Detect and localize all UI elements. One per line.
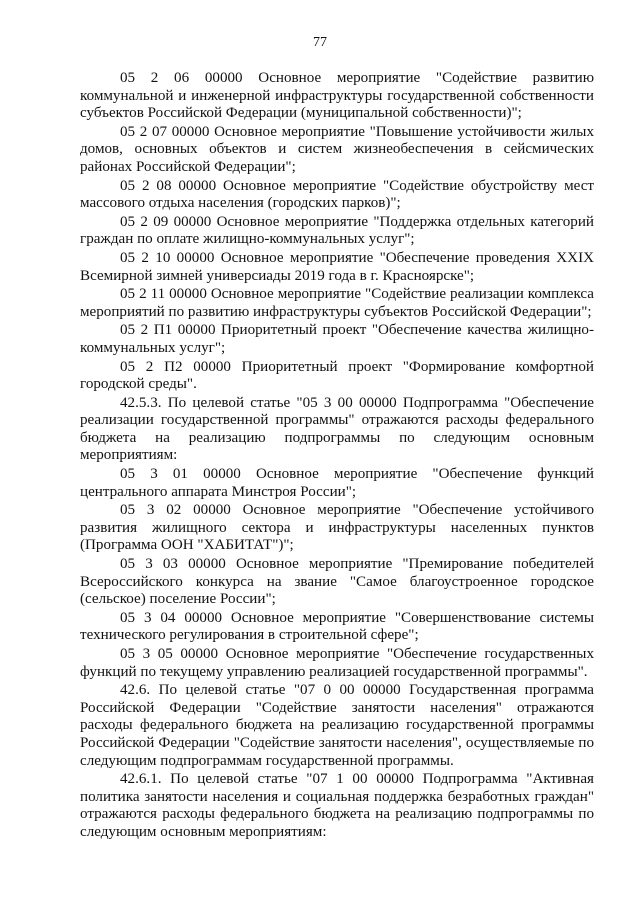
paragraph: 42.6. По целевой статье "07 0 00 00000 Государственная программа Российской Федерации "Содействие занятости населения" отражаются расходы федерального бюджета на реализацию государственной программы Российской Федерации "Содействие занятости населения", осуществляемые по следующим подпрограммам государственной программы. [80, 682, 594, 769]
paragraph: 05 2 07 00000 Основное мероприятие "Повышение устойчивости жилых домов, основных объектов и систем жизнеобеспечения в сейсмических районах Российской Федерации"; [80, 123, 594, 175]
paragraph: 05 2 П2 00000 Приоритетный проект "Формирование комфортной городской среды". [80, 358, 594, 393]
document-body [80, 70, 594, 843]
paragraph: 05 2 06 00000 Основное мероприятие "Содействие развитию коммунальной и инженерной инфраструктуры государственной собственности субъектов Российской Федерации (муниципальной собственности)"; [80, 70, 594, 122]
paragraph: 42.6.1. По целевой статье "07 1 00 00000 Подпрограмма "Активная политика занятости населения и социальная поддержка безработных граждан" отражаются расходы федерального бюджета на реализацию подпрограммы по следующим основным мероприятиям: [80, 771, 594, 840]
paragraph: 05 3 05 00000 Основное мероприятие "Обеспечение государственных функций по текущему управлению реализацией государственной программы". [80, 646, 594, 680]
paragraph: 05 3 03 00000 Основное мероприятие "Премирование победителей Всероссийского конкурса на звание "Самое благоустроенное городское (сельское) поселение России"; [80, 556, 594, 608]
paragraph: 05 3 02 00000 Основное мероприятие "Обеспечение устойчивого развития жилищного сектора и инфраструктуры населенных пунктов (Программа ООН "ХАБИТАТ")"; [80, 502, 594, 554]
paragraph: 05 2 10 00000 Основное мероприятие "Обеспечение проведения XXIX Всемирной зимней универсиады 2019 года в г. Красноярске"; [80, 249, 594, 284]
paragraph: 05 2 09 00000 Основное мероприятие "Поддержка отдельных категорий граждан по оплате жилищно-коммунальных услуг"; [80, 213, 594, 248]
paragraph: 05 2 П1 00000 Приоритетный проект "Обеспечение качества жилищно-коммунальных услуг"; [80, 322, 594, 356]
paragraph: 05 2 11 00000 Основное мероприятие "Содействие реализации комплекса мероприятий по развитию инфраструктуры субъектов Российской Федерации"; [80, 286, 594, 320]
paragraph: 05 3 01 00000 Основное мероприятие "Обеспечение функций центрального аппарата Минстроя России"; [80, 466, 594, 500]
page-number: 77 [313, 35, 327, 50]
paragraph: 42.5.3. По целевой статье "05 3 00 00000 Подпрограмма "Обеспечение реализации государственной программы" отражаются расходы федерального бюджета на реализацию подпрограммы по следующим основным мероприятиям: [80, 394, 594, 464]
paragraph: 05 3 04 00000 Основное мероприятие "Совершенствование системы технического регулирования в строительной сфере"; [80, 609, 594, 644]
paragraph: 05 2 08 00000 Основное мероприятие "Содействие обустройству мест массового отдыха населения (городских парков)"; [80, 177, 594, 212]
